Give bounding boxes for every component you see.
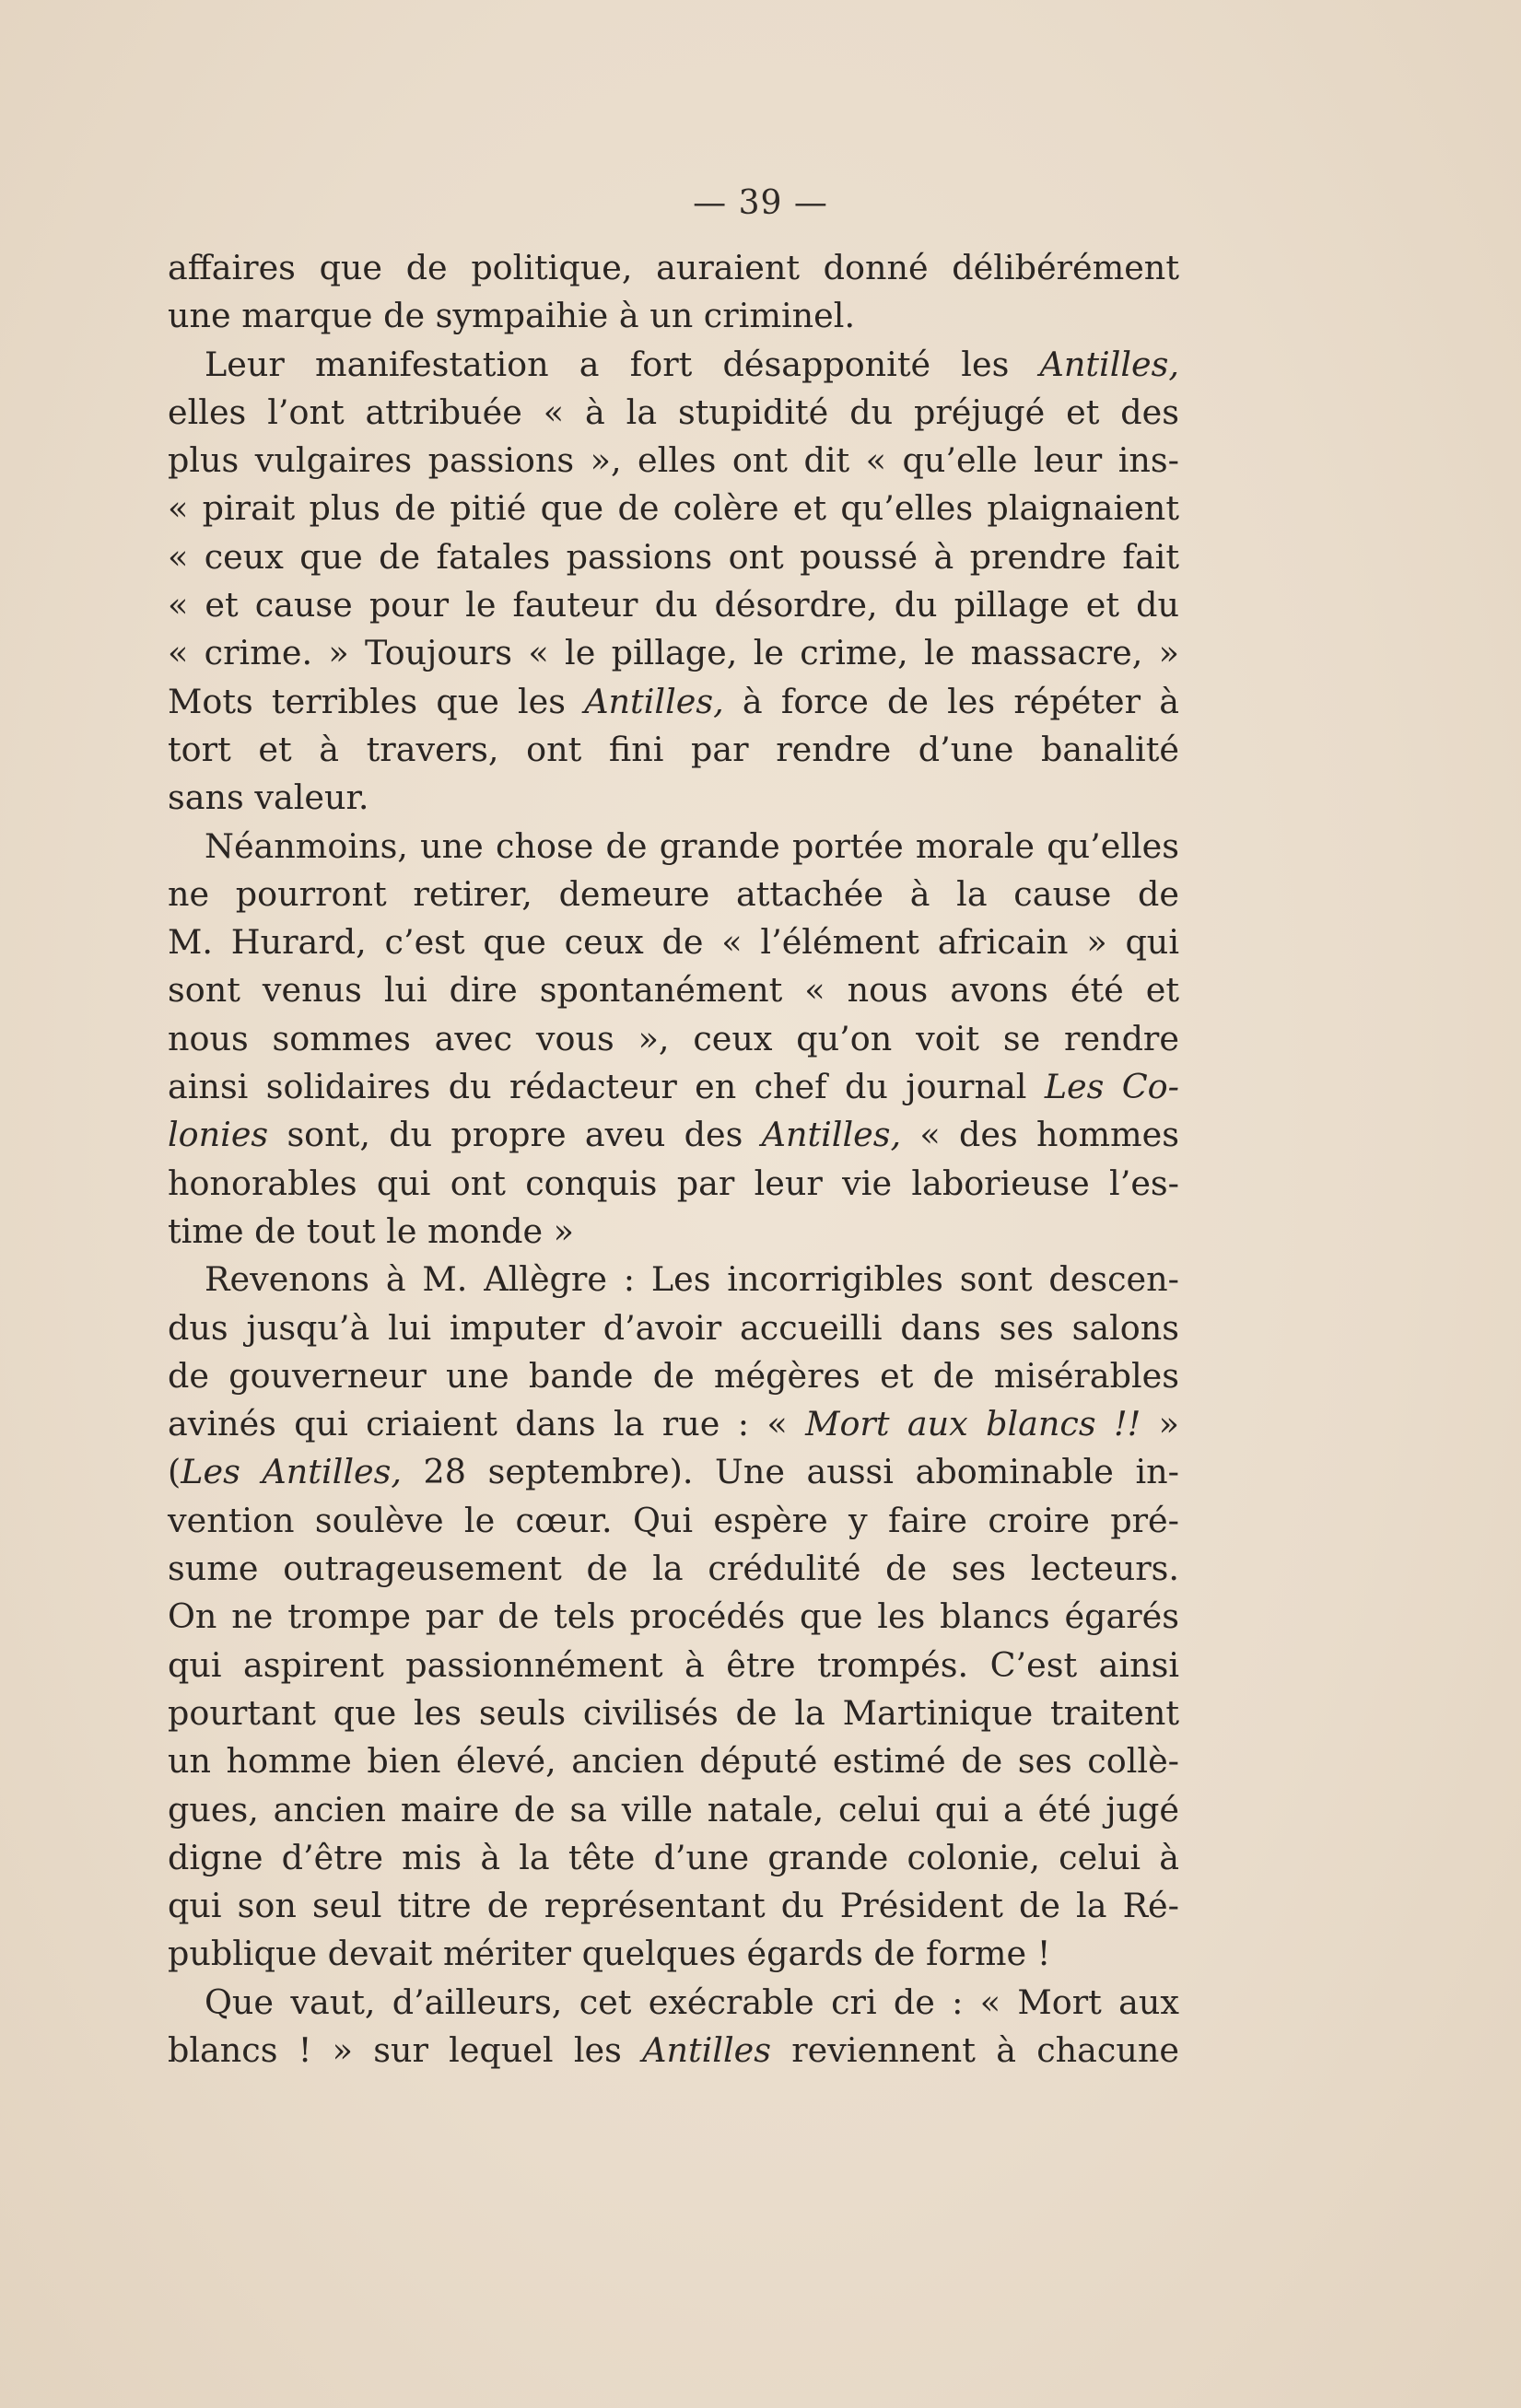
text-segment: vention soulève le cœur. Qui espère y faire croire pré- — [168, 1500, 1179, 1540]
text-segment: sont venus lui dire spontanément « nous avons été et — [168, 970, 1179, 1011]
text-segment: ne pourront retirer, demeure attachée à la cause de — [168, 873, 1179, 914]
text-segment: pourtant que les seuls civilisés de la Martinique traitent — [168, 1692, 1179, 1733]
text-segment: gues, ancien maire de sa ville natale, celui qui a été jugé — [168, 1789, 1179, 1829]
text-segment: une marque de sympaihie à un criminel. — [168, 296, 856, 336]
text-line — [168, 1063, 1179, 1111]
italic-text: Les Co- — [1044, 1067, 1179, 1107]
text-segment: dus jusqu’à lui imputer d’avoir accueilli dans ses salons — [168, 1307, 1179, 1348]
text-line — [168, 966, 1179, 1014]
text-segment: « crime. » Toujours « le pillage, le crime, le massacre, » — [168, 633, 1179, 673]
text-line — [168, 292, 1179, 340]
text-segment: affaires que de politique, auraient donné délibérément — [168, 248, 1179, 287]
text-line — [168, 437, 1179, 485]
text-segment: M. Hurard, c’est que ceux de « l’élément africain » qui — [168, 922, 1179, 963]
italic-text: Mort aux blancs !! — [805, 1404, 1141, 1444]
text-segment: sume outrageusement de la crédulité de ses lecteurs. — [168, 1549, 1179, 1589]
text-segment: qui aspirent passionnément à être trompés. C’est ainsi — [168, 1644, 1179, 1685]
italic-text: Antilles, — [584, 681, 724, 721]
text-line — [168, 1111, 1179, 1159]
text-segment: blancs ! » sur lequel les — [168, 2029, 643, 2070]
text-line — [168, 1400, 1179, 1448]
text-line — [168, 1160, 1179, 1208]
text-line — [168, 244, 1179, 292]
text-line — [168, 1834, 1179, 1882]
italic-text: Les Antilles, — [181, 1452, 402, 1492]
text-segment: 28 septembre). Une aussi abominable in- — [401, 1452, 1179, 1492]
text-segment: Que vaut, d’ailleurs, cet exécrable cri de : « Mort aux — [205, 1981, 1179, 2022]
text-segment: sont, du propre aveu des — [268, 1115, 762, 1155]
text-line — [168, 918, 1179, 966]
text-segment: digne d’être mis à la tête d’une grande colonie, celui à — [168, 1837, 1179, 1877]
text-line — [168, 1352, 1179, 1400]
text-line — [168, 1256, 1179, 1303]
text-segment: Mots terribles que les — [168, 681, 585, 721]
text-line — [168, 629, 1179, 677]
text-segment: honorables qui ont conquis par leur vie laborieuse l’es- — [168, 1163, 1179, 1203]
page-number: — 39 — — [693, 184, 828, 222]
text-line — [168, 726, 1179, 774]
text-segment: avinés qui criaient dans la rue : « — [168, 1404, 806, 1444]
text-segment: ainsi solidaires du rédacteur en chef du journal — [168, 1067, 1045, 1107]
text-line — [168, 1545, 1179, 1593]
text-segment: elles l’ont attribuée « à la stupidité du préjugé et des — [168, 392, 1179, 432]
text-segment: à force de les répéter à — [723, 681, 1180, 721]
text-segment: reviennent à chacune — [770, 2029, 1179, 2070]
text-segment: qui son seul titre de représentant du Président de la Ré- — [168, 1886, 1179, 1926]
text-segment: Néanmoins, une chose de grande portée morale qu’elles — [205, 825, 1179, 866]
text-segment: « ceux que de fatales passions ont poussé à prendre fait — [168, 536, 1179, 577]
text-segment: « des hommes — [901, 1115, 1179, 1155]
text-segment: de gouverneur une bande de mégères et de misérables — [168, 1355, 1179, 1396]
text-line — [168, 774, 1179, 822]
text-segment: publique devait mériter quelques égards de forme ! — [168, 1934, 1051, 1974]
text-line — [168, 1304, 1179, 1352]
text-segment: « et cause pour le fauteur du désordre, du pillage et du — [168, 585, 1179, 625]
text-line — [168, 1979, 1179, 2027]
text-line — [168, 1737, 1179, 1785]
text-line — [168, 678, 1179, 726]
text-line — [168, 1882, 1179, 1930]
text-segment: ( — [168, 1452, 181, 1492]
text-segment: plus vulgaires passions », elles ont dit « qu’elle leur ins- — [168, 440, 1179, 481]
text-line — [168, 1015, 1179, 1063]
text-line — [168, 871, 1179, 918]
text-segment: nous sommes avec vous », ceux qu’on voit se rendre — [168, 1018, 1179, 1058]
text-segment: un homme bien élevé, ancien député estimé de ses collè- — [168, 1741, 1179, 1782]
italic-text: Antilles — [642, 2029, 771, 2070]
italic-text: lonies — [168, 1115, 269, 1155]
text-line — [168, 1448, 1179, 1496]
text-line — [168, 1786, 1179, 1834]
text-segment: sans valeur. — [168, 777, 369, 818]
text-segment: time de tout le monde » — [168, 1210, 575, 1251]
text-segment: « pirait plus de pitié que de colère et qu’elles plaignaient — [168, 488, 1179, 529]
text-line — [168, 341, 1179, 389]
text-segment: On ne trompe par de tels procédés que les blancs égarés — [168, 1596, 1179, 1637]
text-line — [168, 389, 1179, 437]
text-line — [168, 1642, 1179, 1689]
text-line — [168, 533, 1179, 581]
text-line — [168, 485, 1179, 532]
text-line — [168, 581, 1179, 629]
text-line — [168, 2027, 1179, 2075]
body-text — [168, 244, 1179, 2075]
text-segment: tort et à travers, ont fini par rendre d’une banalité — [168, 729, 1179, 769]
text-line — [168, 1208, 1179, 1256]
italic-text: Antilles, — [761, 1115, 902, 1155]
text-segment: » — [1141, 1404, 1179, 1444]
text-line — [168, 1930, 1179, 1978]
text-line — [168, 823, 1179, 871]
text-line — [168, 1497, 1179, 1545]
italic-text: Antilles, — [1039, 344, 1179, 384]
text-line — [168, 1593, 1179, 1641]
text-line — [168, 1689, 1179, 1737]
text-segment: Revenons à M. Allègre : Les incorrigibles sont descen- — [205, 1259, 1179, 1300]
text-segment: Leur manifestation a fort désapponité les — [205, 344, 1040, 384]
